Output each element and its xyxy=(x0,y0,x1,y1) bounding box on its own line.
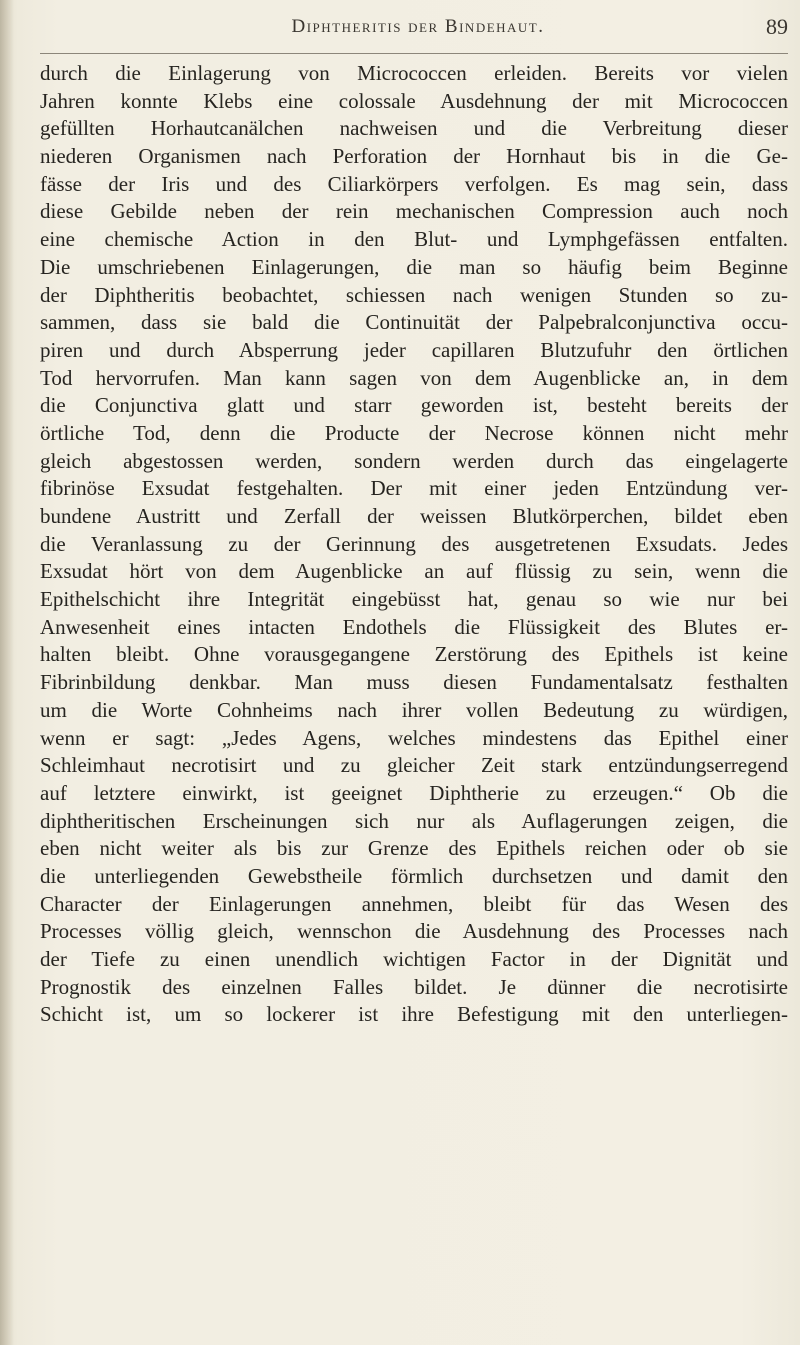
text-line: sammen, dass sie bald die Continuität der Palpebralconjunctiva occu- xyxy=(40,310,788,335)
text-line: Tod hervorrufen. Man kann sagen von dem Augenblicke an, in dem xyxy=(40,365,788,390)
text-line: eine chemische Action in den Blut- und Lymphgefässen entfalten. xyxy=(40,227,788,252)
running-head xyxy=(48,10,788,46)
text-line: Anwesenheit eines intacten Endothels die Flüssigkeit des Blutes er- xyxy=(40,614,788,639)
text-line: diphtheritischen Erscheinungen sich nur als Auflagerungen zeigen, die xyxy=(40,808,788,833)
text-line: Fibrinbildung denkbar. Man muss diesen Fundamentalsatz festhalten xyxy=(40,670,788,695)
text-line: auf letztere einwirkt, ist geeignet Diphtherie zu erzeugen.“ Ob die xyxy=(40,780,788,805)
text-line: der Tiefe zu einen unendlich wichtigen Factor in der Dignität und xyxy=(40,947,788,971)
running-title: Diphtheritis der Bindehaut. xyxy=(291,16,545,37)
text-line: Epithelschicht ihre Integrität eingebüsst hat, genau so wie nur bei xyxy=(40,587,788,612)
text-line: niederen Organismen nach Perforation der Hornhaut bis in die Ge- xyxy=(40,144,788,169)
text-line: Jahren konnte Klebs eine colossale Ausdehnung der mit Micrococcen xyxy=(40,88,788,113)
text-line: Exsudat hört von dem Augenblicke an auf flüssig zu sein, wenn die xyxy=(40,559,788,584)
text-line: durch die Einlagerung von Micrococcen erleiden. Bereits vor vielen xyxy=(40,61,788,85)
text-line: Schleimhaut necrotisirt und zu gleicher Zeit stark entzündungserregend xyxy=(40,753,788,778)
text-line: der Diphtheritis beobachtet, schiessen nach wenigen Stunden so zu- xyxy=(40,282,788,307)
text-line: örtliche Tod, denn die Producte der Necrose können nicht mehr xyxy=(40,420,788,445)
text-line: gefüllten Horhautcanälchen nachweisen und die Verbreitung dieser xyxy=(40,116,788,141)
text-line: die Veranlassung zu der Gerinnung des ausgetretenen Exsudats. Jedes xyxy=(40,531,788,556)
text-line: Prognostik des einzelnen Falles bildet. Je dünner die necrotisirte xyxy=(40,974,788,999)
text-line: halten bleibt. Ohne vorausgegangene Zerstörung des Epithels ist keine xyxy=(40,642,788,667)
text-line: die unterliegenden Gewebstheile förmlich durchsetzen und damit den xyxy=(40,863,788,888)
text-line: Die umschriebenen Einlagerungen, die man so häufig beim Beginne xyxy=(40,254,788,279)
text-line: Processes völlig gleich, wennschon die Ausdehnung des Processes nach xyxy=(40,919,788,944)
text-line: gleich abgestossen werden, sondern werden durch das eingelagerte xyxy=(40,448,788,473)
text-line: fibrinöse Exsudat festgehalten. Der mit einer jeden Entzündung ver- xyxy=(40,476,788,501)
text-line: um die Worte Cohnheims nach ihrer vollen Bedeutung zu würdigen, xyxy=(40,697,788,722)
header-rule xyxy=(40,53,788,54)
text-line: Schicht ist, um so lockerer ist ihre Befestigung mit den unterliegen- xyxy=(40,1002,788,1027)
text-line: Character der Einlagerungen annehmen, bleibt für das Wesen des xyxy=(40,891,788,916)
text-line: fässe der Iris und des Ciliarkörpers verfolgen. Es mag sein, dass xyxy=(40,171,788,196)
page-number: 89 xyxy=(766,14,788,39)
text-line: eben nicht weiter als bis zur Grenze des Epithels reichen oder ob sie xyxy=(40,836,788,861)
text-line: piren und durch Absperrung jeder capillaren Blutzufuhr den örtlichen xyxy=(40,337,788,362)
text-line: die Conjunctiva glatt und starr geworden ist, besteht bereits der xyxy=(40,393,788,418)
text-line: bundene Austritt und Zerfall der weissen Blutkörperchen, bildet eben xyxy=(40,504,788,528)
binding-shadow xyxy=(0,0,14,1345)
body-text xyxy=(40,60,788,1029)
text-line: diese Gebilde neben der rein mechanischen Compression auch noch xyxy=(40,199,788,224)
text-line: wenn er sagt: „Jedes Agens, welches mindestens das Epithel einer xyxy=(40,725,788,750)
